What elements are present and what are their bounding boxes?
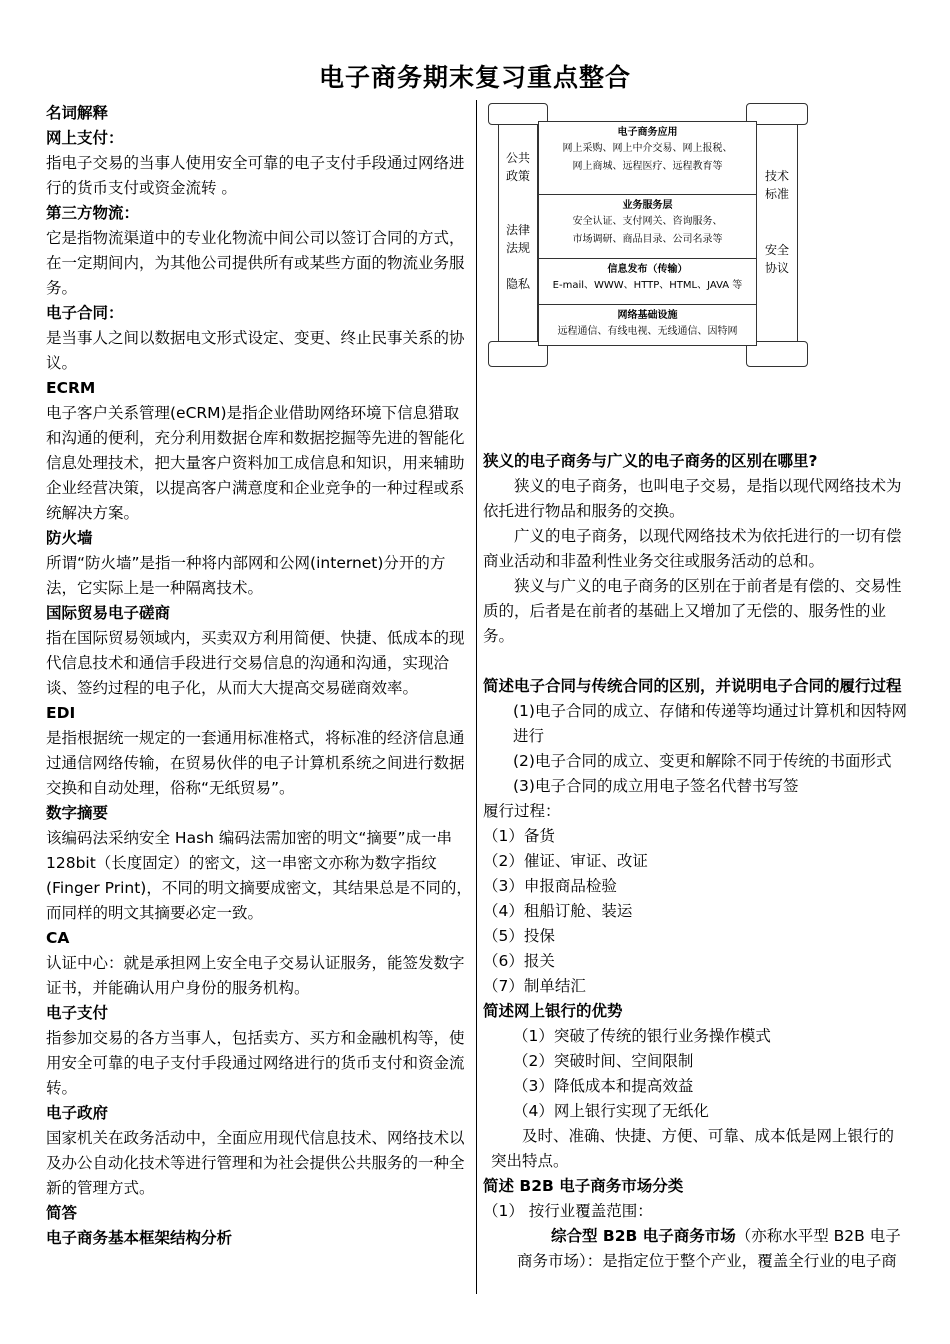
- layer-information-publishing: 信息发布（传输） E-mail、WWW、HTTP、HTML、JAVA 等: [538, 258, 757, 305]
- list-item: （2）突破时间、空间限制: [513, 1052, 694, 1070]
- question-heading: 简述电子合同与传统合同的区别，并说明电子合同的履行过程: [483, 677, 902, 695]
- spacer: [483, 649, 907, 674]
- term-definition: 是指根据统一规定的一套通用标准格式，将标准的经济信息通过通信网络传输，在贸易伙伴的电子计算机系统之间进行数据交换和自动处理，俗称“无纸贸易”。: [46, 729, 465, 797]
- pillar-label: 技术 标准: [764, 169, 789, 201]
- list-item: (2)电子合同的成立、变更和解除不同于传统的书面形式: [513, 752, 892, 770]
- list-item: （3）申报商品检验: [483, 877, 617, 895]
- pillar-label: 安全 协议: [764, 243, 789, 275]
- list-item: （5）投保: [483, 927, 555, 945]
- list-item: （3）降低成本和提高效益: [513, 1077, 694, 1095]
- right-pillar: [756, 124, 798, 342]
- term-heading: 第三方物流：: [46, 204, 140, 222]
- question-heading: 简述 B2B 电子商务市场分类: [483, 1177, 684, 1195]
- list-item: （2）催证、审证、改证: [483, 852, 648, 870]
- list-item: （4）网上银行实现了无纸化: [513, 1102, 709, 1120]
- question-heading: 狭义的电子商务与广义的电子商务的区别在哪里?: [483, 452, 818, 470]
- term-definition: 所谓“防火墙”是指一种将内部网和公网(internet)分开的方法，它实际上是一种隔离技术。: [46, 554, 446, 597]
- term-definition: 国家机关在政务活动中，全面应用现代信息技术、网络技术以及办公自动化技术等进行管理和为社会提供公共服务的一种全新的管理方式。: [46, 1129, 465, 1197]
- term-heading: 电子政府: [46, 1104, 109, 1122]
- right-column: [483, 449, 907, 1274]
- list-item: (1)电子合同的成立、存储和传递等均通过计算机和因特网进行: [513, 702, 907, 745]
- market-type-description: （亦称水平型 B2B 电子商务市场）：是指定位于整个产业，覆盖全行业的电子商: [517, 1227, 901, 1270]
- list-item: （1）突破了传统的银行业务操作模式: [513, 1027, 771, 1045]
- answer-paragraph: 狭义的电子商务，也叫电子交易，是指以现代网络技术为依托进行物品和服务的交换。: [483, 477, 902, 520]
- term-definition: 指在国际贸易领域内，买卖双方利用简便、快捷、低成本的现代信息技术和通信手段进行交易信息的沟通和沟通，实现洽谈、签约过程的电子化，从而大大提高交易磋商效率。: [46, 629, 465, 697]
- term-definition: 指参加交易的各方当事人，包括卖方、买方和金融机构等，使用安全可靠的电子支付手段通过网络进行的货币支付和资金流转。: [46, 1029, 465, 1097]
- list-item: (3)电子合同的成立用电子签名代替书写签: [513, 777, 799, 795]
- term-heading: 电子合同：: [46, 304, 124, 322]
- pillar-label: 隐私: [505, 277, 530, 291]
- ecommerce-framework-diagram: [486, 101, 810, 369]
- list-item: （1）备货: [483, 827, 555, 845]
- list-item: （7）制单结汇: [483, 977, 586, 995]
- term-definition: 电子客户关系管理(eCRM)是指企业借助网络环境下信息猎取和沟通的便利，充分利用数据仓库和数据挖掘等先进的智能化信息处理技术，把大量客户资料加工成信息和知识，用来辅助企业经营决策，以提高客户满意度和企业竞争的一种过程或系统解决方案。: [46, 404, 465, 522]
- pillar-label: 法律 法规: [505, 223, 530, 255]
- answer-paragraph: 广义的电子商务，以现代网络技术为依托进行的一切有偿商业活动和非盈利性业务交往或服务活动的总和。: [483, 527, 902, 570]
- term-heading: 国际贸易电子磋商: [46, 604, 171, 622]
- answer-paragraph: 及时、准确、快捷、方便、可靠、成本低是网上银行的突出特点。: [491, 1127, 895, 1170]
- term-heading: ECRM: [46, 379, 96, 397]
- list-item: （4）租船订舱、装运: [483, 902, 633, 920]
- sub-heading: （1） 按行业覆盖范围：: [483, 1202, 653, 1220]
- term-heading: 数字摘要: [46, 804, 109, 822]
- term-heading: 防火墙: [46, 529, 93, 547]
- layer-business-services: 业务服务层 安全认证、支付网关、咨询服务、 市场调研、商品目录、公司名录等: [538, 194, 757, 259]
- question-heading: 简述网上银行的优势: [483, 1002, 623, 1020]
- term-definition: 指电子交易的当事人使用安全可靠的电子支付手段通过网络进行的货币支付或资金流转 。: [46, 154, 465, 197]
- layer-network-infrastructure: 网络基础设施 远程通信、有线电视、无线通信、因特网: [538, 304, 757, 346]
- process-label: 履行过程：: [483, 802, 561, 820]
- term-heading: EDI: [46, 704, 76, 722]
- page-title: 电子商务期末复习重点整合: [318, 63, 631, 92]
- answer-paragraph: 狭义与广义的电子商务的区别在于前者是有偿的、交易性质的，后者是在前者的基础上又增加了无偿的、服务性的业务。: [483, 577, 902, 645]
- column-divider: [476, 100, 477, 1294]
- term-heading: 网上支付：: [46, 129, 124, 147]
- term-definition: 该编码法采纳安全 Hash 编码法需加密的明文“摘要”成一串 128bit（长度固定）的密文，这一串密文亦称为数字指纹(Finger Print)，不同的明文摘要成密文，其结果总是不同的，而同样的明文其摘要必定一致。: [46, 829, 472, 922]
- answer-paragraph: [483, 1224, 907, 1274]
- layer-application: 电子商务应用 网上采购、网上中介交易、网上报税、 网上商城、远程医疗、远程教育等: [538, 121, 757, 195]
- pillar-label: 公共 政策: [505, 151, 530, 183]
- term-definition: 是当事人之间以数据电文形式设定、变更、终止民事关系的协议。: [46, 329, 465, 372]
- section-heading-short-answer: 简答: [46, 1204, 78, 1222]
- section-heading-terms: 名词解释: [46, 104, 109, 122]
- term-heading: CA: [46, 929, 70, 947]
- left-column: [46, 101, 472, 1251]
- term-definition: 它是指物流渠道中的专业化物流中间公司以签订合同的方式，在一定期间内，为其他公司提供所有或某些方面的物流业务服务。: [46, 229, 465, 297]
- term-heading: 电子支付: [46, 1004, 109, 1022]
- market-type-term: 综合型 B2B 电子商务市场: [551, 1227, 736, 1245]
- list-item: （6）报关: [483, 952, 555, 970]
- term-definition: 认证中心：就是承担网上安全电子交易认证服务，能签发数字证书，并能确认用户身份的服务机构。: [46, 954, 465, 997]
- question-heading: 电子商务基本框架结构分析: [46, 1229, 233, 1247]
